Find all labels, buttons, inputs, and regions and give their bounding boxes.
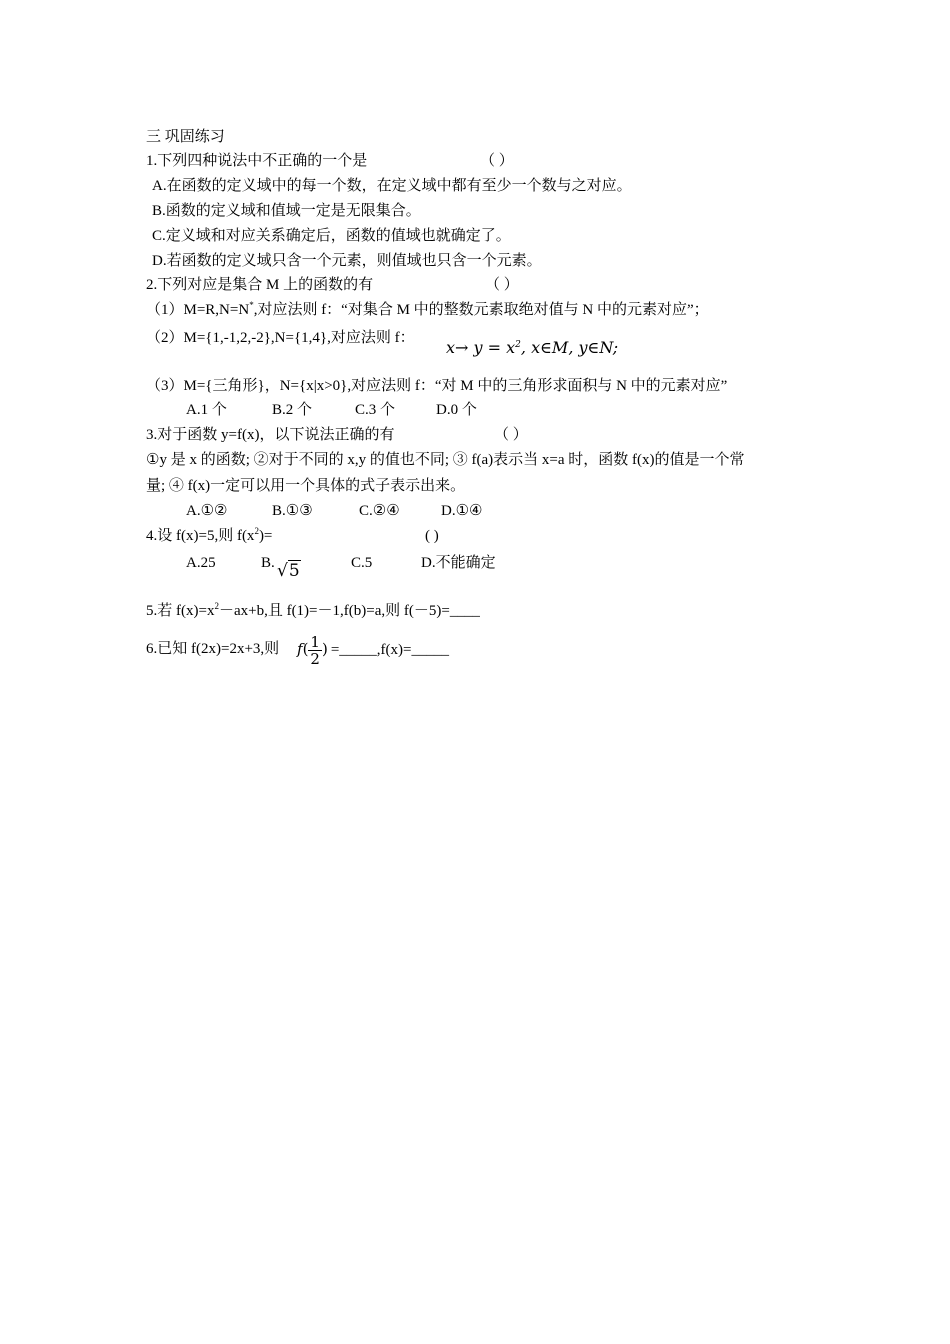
q4-stem: 4.设 f(x)=5,则 $f(x^2)=$ [146,526,273,544]
q3-option-a: A.①② [186,503,228,519]
q2-item-3: （3）M={三角形}，N={x|x>0},对应法则 f：“对 M 中的三角形求面积与 N 中的元素对应” [146,378,728,394]
q2-option-d: D.0 个 [436,402,477,418]
q3-option-b: B.①③ [272,503,313,519]
q1-option-a: A.在函数的定义域中的每一个数，在定义域中都有至少一个数与之对应。 [152,178,632,194]
q1-option-b: B.函数的定义域和值域一定是无限集合。 [152,203,421,219]
q1-answer-paren: （ ） [480,153,514,169]
q4-answer-paren: ( ) [425,528,439,544]
q1-stem: 1.下列四种说法中不正确的一个是 [146,153,368,169]
q4-option-b-label: B. [261,555,275,571]
q2-stem: 2.下列对应是集合 M 上的函数的有 [146,277,374,293]
q3-option-c: C.②④ [359,503,400,519]
q2-option-b: B.2 个 [272,402,313,418]
q2-answer-paren: （ ） [485,277,519,293]
q2-option-a: A.1 个 [186,402,227,418]
q1-option-c: C.定义域和对应关系确定后，函数的值域也就确定了。 [152,228,511,244]
q3-statements-line-2: 量; ④ f(x)一定可以用一个具体的式子表示出来。 [146,478,466,494]
q4-option-a: A.25 [186,555,216,571]
q4-option-d: D.不能确定 [421,555,496,571]
q3-statements-line-1: ①y 是 x 的函数; ②对于不同的 x,y 的值也不同; ③ f(a)表示当 x=a 时，函数 f(x)的值是一个常 [146,452,745,468]
q6-formula: f( $\frac{1}{2}$ ) =_____,f(x)=_____ [297,633,449,669]
q6-fraction: $\frac{1}{2}$ [310,633,320,669]
q4-option-c: C.5 [351,555,373,571]
q2-item-2: （2）M={1,-1,2,-2},N={1,4},对应法则 f： [146,330,415,346]
q4-option-b-sqrt: √5 [277,561,300,581]
q1-option-d: D.若函数的定义域只含一个元素，则值域也只含一个元素。 [152,253,542,269]
q2-item-2-formula: $x\to y = x^2$, x∈M, y∈N; [446,338,619,357]
q3-option-d: D.①④ [441,503,483,519]
section-title: 三 巩固练习 [146,129,225,145]
q2-item-1: （1）M=R,N=N*,对应法则 f：“对集合 M 中的整数元素取绝对值与 N 中的元素对应”； [146,300,709,318]
q3-answer-paren: （ ） [494,427,528,443]
q2-option-c: C.3 个 [355,402,396,418]
q6-text: 6.已知 f(2x)=2x+3,则 [146,641,280,657]
q3-stem: 3.对于函数 y=f(x)，以下说法正确的有 [146,427,395,443]
q5-text: 5.若 $f(x)=x^2-ax+b$,且 f(1)=－1,f(b)=a,则 f(－5)=____ [146,601,480,619]
